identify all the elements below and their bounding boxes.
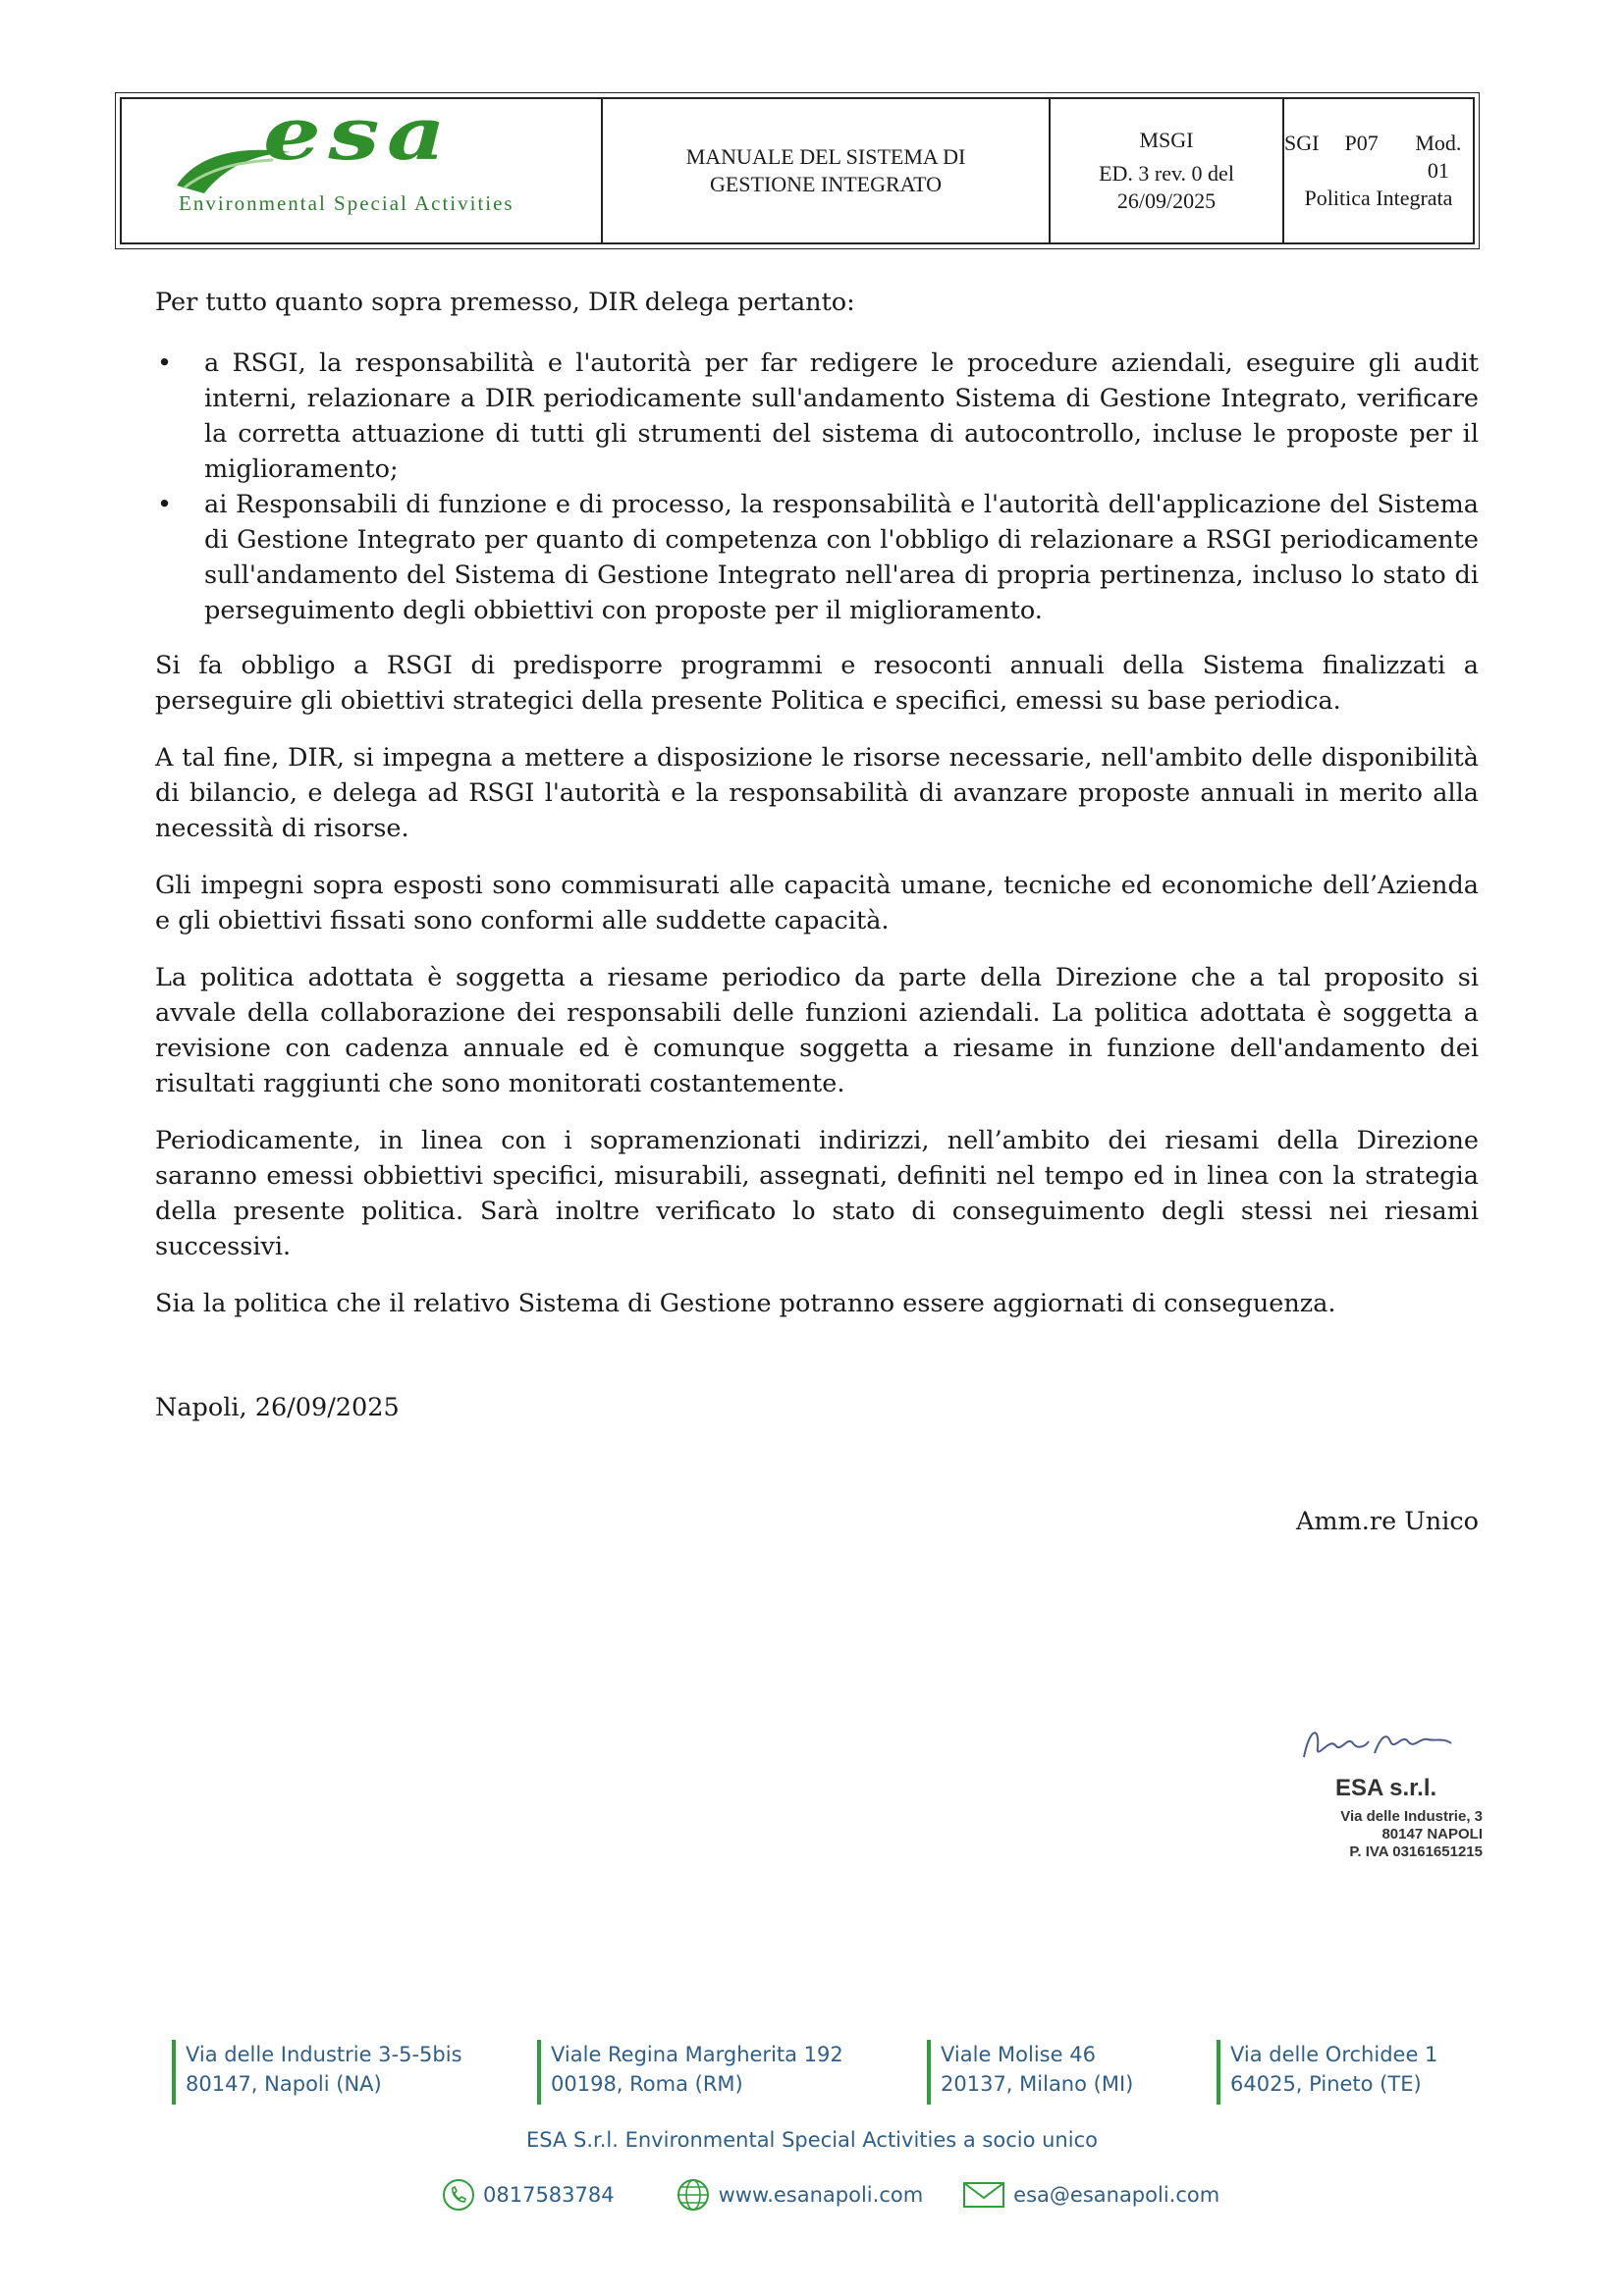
delegation-list <box>155 346 1479 628</box>
address-napoli <box>172 2040 537 2105</box>
reference-cell <box>1284 99 1473 242</box>
stamp-company: ESA s.r.l. <box>1335 1775 1437 1801</box>
address-line2: 00198, Roma (RM) <box>551 2072 743 2096</box>
edition-date: 26/09/2025 <box>1116 188 1217 213</box>
address-pineto <box>1217 2040 1488 2105</box>
intro-text: Per tutto quanto sopra premesso, DIR delega pertanto: <box>155 288 855 317</box>
address-line2: 64025, Pineto (TE) <box>1230 2072 1422 2096</box>
stamp-line2: 80147 NAPOLI <box>1381 1826 1483 1842</box>
phone-contact[interactable] <box>442 2178 615 2212</box>
address-line1: Via delle Industrie 3-5-5bis <box>186 2043 462 2066</box>
phone-icon <box>442 2178 475 2212</box>
website-url: www.esanapoli.com <box>718 2183 924 2207</box>
footer-company-line: ESA S.r.l. Environmental Special Activities a socio unico <box>526 2128 1098 2152</box>
footer-contacts <box>442 2175 1326 2215</box>
stamp-details <box>1296 1808 1483 1861</box>
paragraph-resources: A tal fine, DIR, si impegna a mettere a disposizione le risorse necessarie, nell'ambito delle disponibilità di bilancio, e delega ad RSGI l'autorità e la responsabilità di avanzare proposte annuali in merito alla necessità di risorse. <box>155 743 1479 843</box>
email-link[interactable] <box>962 2180 1219 2210</box>
stamp-line3: P. IVA 03161651215 <box>1349 1843 1483 1860</box>
paragraph-objectives: Periodicamente, in linea con i sopramenzionati indirizzi, nell’ambito dei riesami della Direzione saranno emessi obbiettivi specifici, misurabili, assegnati, definiti nel tempo ed in linea con la strategia della presente politica. Sarà inoltre verificato lo stato di conseguimento degli stessi nei riesami successivi. <box>155 1126 1479 1261</box>
signature-icon <box>1296 1718 1463 1767</box>
manual-title-cell <box>603 99 1051 242</box>
paragraph-review: La politica adottata è soggetta a riesame periodico da parte della Direzione che a tal proposito si avvale della collaborazione dei responsabili delle funzioni aziendali. La politica adottata è soggetta a revisione con cadenza annuale ed è comunque soggetta a riesame in funzione dell'andamento dei risultati raggiunti che sono monitorati costantemente. <box>155 963 1479 1098</box>
list-item: • a RSGI, la responsabilità e l'autorità per far redigere le procedure aziendali, eseguire gli audit interni, relazionare a DIR periodicamente sull'andamento Sistema di Gestione Integrato, verificare la corretta attuazione di tutti gli strumenti del sistema di autocontrollo, incluse le proposte per il miglioramento; <box>155 346 1479 487</box>
ref-title: Politica Integrata <box>1304 186 1453 210</box>
signer-title: Amm.re Unico <box>1296 1507 1479 1536</box>
globe-icon <box>676 2177 711 2213</box>
ref-sgi: SGI <box>1284 131 1320 155</box>
esa-logo <box>175 92 548 215</box>
address-roma <box>537 2040 927 2105</box>
address-line2: 20137, Milano (MI) <box>941 2072 1134 2096</box>
paragraph-updates: Sia la politica che il relativo Sistema di Gestione potranno essere aggiornati di conseguenza. <box>155 1289 1336 1318</box>
address-line1: Viale Regina Margherita 192 <box>551 2043 843 2066</box>
edition-label: ED. 3 rev. 0 del <box>1099 161 1234 186</box>
document-body <box>155 285 1479 1539</box>
ref-mod: Mod. 01 <box>1415 131 1462 183</box>
logo-word: esa <box>263 92 454 177</box>
edition-cell <box>1051 99 1284 242</box>
logo-subtitle: Environmental Special Activities <box>179 191 514 215</box>
list-item: • ai Responsabili di funzione e di processo, la responsabilità e l'autorità dell'applicazione del Sistema di Gestione Integrato per quanto di competenza con l'obbligo di relazionare a RSGI periodicamente sull'andamento del Sistema di Gestione Integrato nell'area di propria pertinenza, incluso lo stato di perseguimento degli obbiettivi con proposte per il miglioramento. <box>155 487 1479 628</box>
address-milano <box>927 2040 1217 2105</box>
paragraph-rsgi-obligation: Si fa obbligo a RSGI di predisporre programmi e resoconti annuali della Sistema finalizzati a perseguire gli obiettivi strategici della presente Politica e specifici, emessi su base periodica. <box>155 651 1479 716</box>
document-header <box>115 92 1480 249</box>
paragraph-commitments: Gli impegni sopra esposti sono commisurati alle capacità umane, tecniche ed economiche dell’Azienda e gli obiettivi fissati sono conformi alle suddette capacità. <box>155 871 1479 935</box>
envelope-icon <box>962 2180 1005 2210</box>
address-line1: Via delle Orchidee 1 <box>1230 2043 1438 2066</box>
footer-addresses <box>172 2040 1488 2105</box>
company-stamp <box>1276 1718 1483 1875</box>
email-address: esa@esanapoli.com <box>1013 2183 1220 2207</box>
address-line2: 80147, Napoli (NA) <box>186 2072 382 2096</box>
doc-code: MSGI <box>1139 128 1194 152</box>
website-link[interactable] <box>676 2177 924 2213</box>
logo-cell <box>122 92 603 242</box>
ref-p07: P07 <box>1344 131 1379 155</box>
stamp-line1: Via delle Industrie, 3 <box>1340 1808 1483 1825</box>
phone-number: 0817583784 <box>483 2183 615 2207</box>
manual-title-line2: GESTIONE INTEGRATO <box>709 172 943 196</box>
address-line1: Viale Molise 46 <box>941 2043 1096 2066</box>
place-date: Napoli, 26/09/2025 <box>155 1393 400 1422</box>
manual-title-line1: MANUALE DEL SISTEMA DI <box>685 144 966 169</box>
